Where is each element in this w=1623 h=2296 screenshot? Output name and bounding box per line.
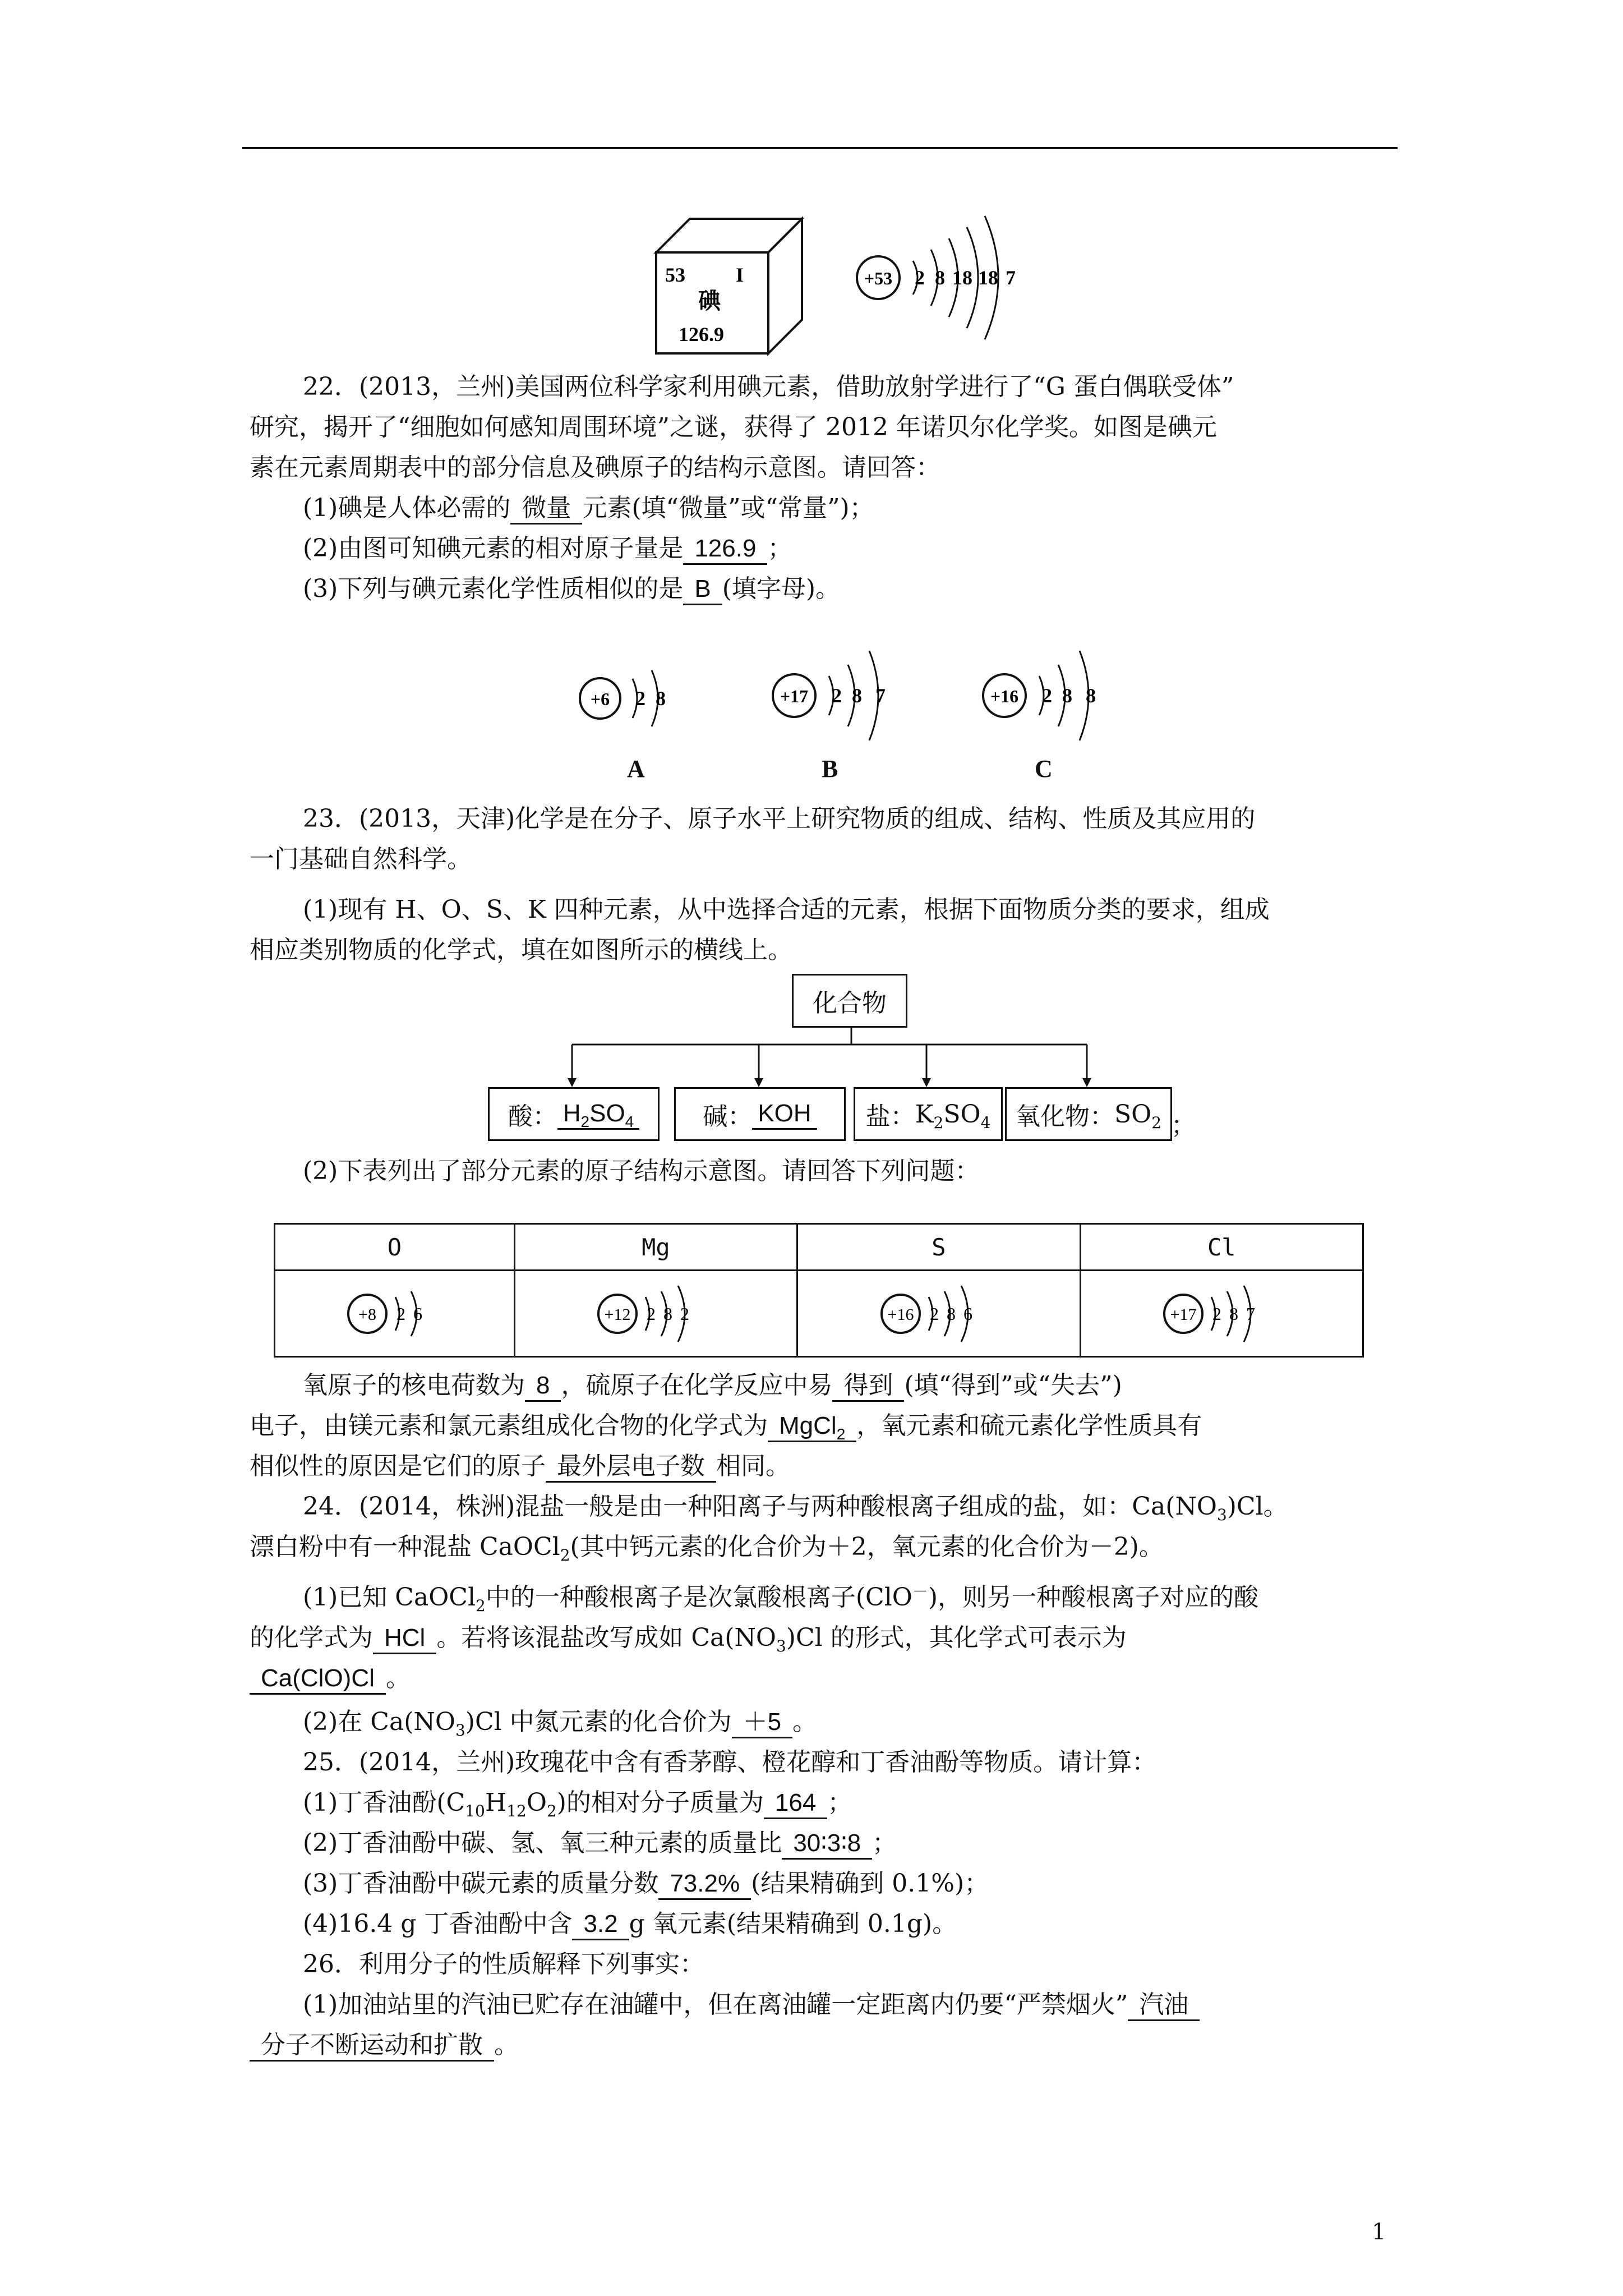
q25-part2: (2)丁香油酚中碳、氢、氧三种元素的质量比 30∶3∶8 ； bbox=[303, 1826, 897, 1860]
q25-stem: 25．(2014，兰州)玫瑰花中含有香茅醇、橙花醇和丁香油酚等物质。请计算： bbox=[303, 1748, 1157, 1777]
cube-symbol: I bbox=[736, 264, 744, 286]
svg-text:+16: +16 bbox=[887, 1305, 914, 1324]
q25-part3: (3)丁香油酚中碳元素的质量分数 73.2% (结果精确到 0.1%)； bbox=[303, 1867, 989, 1901]
svg-text:+6: +6 bbox=[590, 689, 610, 709]
ca-clo-cl-answer: Ca(ClO)Cl bbox=[250, 1664, 386, 1695]
svg-text:8: 8 bbox=[852, 684, 862, 707]
table-header-cl: Cl bbox=[1080, 1224, 1363, 1271]
gasoline-answer-part1: 汽油 bbox=[1128, 1990, 1200, 2021]
svg-text:2: 2 bbox=[635, 687, 645, 710]
hcl-answer: HCl bbox=[373, 1623, 436, 1654]
element-structure-table bbox=[274, 1223, 1364, 1358]
svg-text:8: 8 bbox=[1086, 684, 1096, 707]
table-header-o: O bbox=[275, 1224, 515, 1271]
svg-text:2: 2 bbox=[832, 684, 842, 707]
q23-stem-line1: 23．(2013，天津)化学是在分子、原子水平上研究物质的组成、结构、性质及其应用的 bbox=[303, 804, 1256, 833]
svg-text:7: 7 bbox=[875, 684, 886, 707]
svg-text:+16: +16 bbox=[990, 686, 1019, 706]
q22-answer-2: 126.9 bbox=[683, 534, 767, 565]
q22-answer-3: B bbox=[683, 574, 722, 605]
option-c-label: C bbox=[1035, 755, 1053, 783]
svg-text:6: 6 bbox=[413, 1303, 423, 1324]
svg-text:2: 2 bbox=[915, 266, 925, 289]
q22-part1: (1)碘是人体必需的 微量 元素(填“微量”或“常量”)； bbox=[303, 491, 874, 525]
svg-text:+17: +17 bbox=[780, 686, 809, 706]
q26-part1-line2: 分子不断运动和扩散 。 bbox=[250, 2028, 519, 2062]
option-b-label: B bbox=[822, 755, 838, 783]
oxygen-charge-answer: 8 bbox=[525, 1371, 561, 1402]
svg-text:2: 2 bbox=[396, 1303, 406, 1324]
tree-box-base: 碱： KOH bbox=[674, 1087, 846, 1141]
q23-part2: (2)下表列出了部分元素的原子结构示意图。请回答下列问题： bbox=[303, 1157, 980, 1185]
q25-part4: (4)16.4 g 丁香油酚中含 3.2 g 氧元素(结果精确到 0.1g)。 bbox=[303, 1907, 957, 1941]
svg-text:7: 7 bbox=[1246, 1303, 1256, 1324]
q22-stem-line2: 研究，揭开了“细胞如何感知周围环境”之谜，获得了 2012 年诺贝尔化学奖。如图是碘元 bbox=[250, 413, 1217, 441]
oxygen-atom-diagram bbox=[333, 1277, 456, 1350]
tree-end-punct: ； bbox=[1171, 1111, 1196, 1140]
q23-answer-line3: 相似性的原因是它们的原子 最外层电子数 相同。 bbox=[250, 1450, 790, 1483]
molar-mass-answer: 164 bbox=[764, 1788, 827, 1819]
q24-line1: 24．(2014，株洲)混盐一般是由一种阳离子与两种酸根离子组成的盐，如：$Ca(NO_3)Cl$。 bbox=[303, 1492, 1288, 1524]
tree-box-salt: 盐： $K_2SO_4$ bbox=[854, 1087, 1003, 1141]
q23-answer-line2: 电子，由镁元素和氯元素组成化合物的化学式为 MgCl$_2$ ，氧元素和硫元素化学性质具有 bbox=[250, 1411, 1202, 1443]
table-cell-o-diagram bbox=[275, 1271, 515, 1357]
q24-line5: Ca(ClO)Cl 。 bbox=[250, 1662, 411, 1695]
q23-stem-line2: 一门基础自然科学。 bbox=[250, 845, 472, 873]
q23-part1-line1: (1)现有 H、O、S、K 四种元素，从中选择合适的元素，根据下面物质分类的要求，组成 bbox=[303, 895, 1270, 924]
cube-name: 碘 bbox=[698, 288, 721, 314]
q22-stem-line1: 22．(2013，兰州)美国两位科学家利用碘元素，借助放射学进行了“G 蛋白偶联受体” bbox=[303, 372, 1234, 401]
q26-part1-line1: (1)加油站里的汽油已贮存在油罐中，但在离油罐一定距离内仍要“严禁烟火” 汽油 bbox=[303, 1988, 1200, 2022]
svg-text:2: 2 bbox=[1042, 684, 1052, 707]
svg-text:+8: +8 bbox=[358, 1305, 377, 1324]
tree-box-oxide: 氧化物： $SO_2$ bbox=[1005, 1087, 1172, 1141]
q25-part1: (1)丁香油酚$(C_{10}H_{12}O_2)$的相对分子质量为 164 ； bbox=[303, 1788, 852, 1820]
sulfur-electron-answer: 得到 bbox=[832, 1371, 904, 1402]
svg-text:18: 18 bbox=[978, 266, 998, 289]
svg-text:18: 18 bbox=[952, 266, 972, 289]
svg-text:+53: +53 bbox=[864, 268, 893, 288]
svg-text:2: 2 bbox=[680, 1303, 690, 1324]
outer-electrons-answer: 最外层电子数 bbox=[546, 1452, 716, 1483]
q23-part1-line2: 相应类别物质的化学式，填在如图所示的横线上。 bbox=[250, 936, 792, 964]
svg-text:8: 8 bbox=[946, 1303, 956, 1324]
oxide-answer: $SO_2$ bbox=[1114, 1099, 1162, 1132]
svg-text:6: 6 bbox=[963, 1303, 972, 1324]
cube-number: 53 bbox=[665, 264, 685, 286]
svg-text:2: 2 bbox=[647, 1303, 656, 1324]
table-cell-s-diagram bbox=[797, 1271, 1080, 1357]
chlorine-atom-diagram bbox=[1149, 1277, 1294, 1350]
svg-text:8: 8 bbox=[1062, 684, 1072, 707]
q24-line3: (1)已知 CaOCl$_2$中的一种酸根离子是次氯酸根离子(ClO－)，则另一种酸根离子对应的酸 bbox=[303, 1582, 1259, 1615]
q26-stem: 26．利用分子的性质解释下列事实： bbox=[303, 1950, 704, 1978]
magnesium-atom-diagram bbox=[583, 1277, 728, 1350]
q23-answer-line1: 氧原子的核电荷数为 8 ，硫原子在化学反应中易 得到 (填“得到”或“失去”) bbox=[303, 1369, 1122, 1402]
svg-text:2: 2 bbox=[1212, 1303, 1222, 1324]
table-cell-mg-diagram bbox=[514, 1271, 797, 1357]
svg-text:8: 8 bbox=[656, 687, 666, 710]
q24-line4: 的化学式为 HCl 。若将该混盐改写成如 $Ca(NO_3)Cl$ 的形式，其化学式可表示为 bbox=[250, 1623, 1127, 1655]
acid-answer: $H_2SO_4$ bbox=[557, 1099, 640, 1130]
cube-mass: 126.9 bbox=[679, 323, 724, 346]
svg-text:8: 8 bbox=[1229, 1303, 1239, 1324]
q24-line6: (2)在 $Ca(NO_3)Cl$ 中氮元素的化合价为 ＋5 。 bbox=[303, 1708, 818, 1740]
mass-ratio-answer: 30∶3∶8 bbox=[782, 1829, 872, 1860]
svg-text:8: 8 bbox=[663, 1303, 673, 1324]
classification-tree-connectors bbox=[0, 0, 1623, 1122]
table-cell-cl-diagram bbox=[1080, 1271, 1363, 1357]
carbon-fraction-answer: 73.2% bbox=[658, 1869, 751, 1900]
svg-text:7: 7 bbox=[1006, 266, 1016, 289]
q22-answer-1: 微量 bbox=[510, 494, 582, 524]
svg-text:8: 8 bbox=[935, 266, 945, 289]
tree-box-acid: 酸： $H_2SO_4$ bbox=[488, 1087, 660, 1141]
q22-part2: (2)由图可知碘元素的相对原子量是 126.9 ； bbox=[303, 532, 792, 565]
tree-root-compound: 化合物 bbox=[792, 974, 907, 1028]
q22-part3: (3)下列与碘元素化学性质相似的是 B (填字母)。 bbox=[303, 572, 840, 606]
table-header-s: S bbox=[797, 1224, 1080, 1271]
option-a-label: A bbox=[627, 755, 645, 783]
page-number: 1 bbox=[1372, 2219, 1386, 2245]
sulfur-atom-diagram bbox=[866, 1277, 1012, 1350]
salt-answer: $K_2SO_4$ bbox=[915, 1099, 991, 1132]
q24-line2: 漂白粉中有一种混盐 CaOCl$_2$(其中钙元素的化合价为＋2，氧元素的化合价为－2)。 bbox=[250, 1533, 1164, 1565]
svg-text:+17: +17 bbox=[1170, 1305, 1197, 1324]
svg-text:2: 2 bbox=[929, 1303, 939, 1324]
oxygen-mass-answer: 3.2 bbox=[572, 1910, 629, 1940]
nitrogen-valence-answer: ＋5 bbox=[732, 1708, 792, 1738]
q22-stem-line3: 素在元素周期表中的部分信息及碘原子的结构示意图。请回答： bbox=[250, 453, 940, 482]
base-answer: KOH bbox=[752, 1099, 817, 1130]
svg-text:+12: +12 bbox=[604, 1305, 631, 1324]
gasoline-answer-part2: 分子不断运动和扩散 bbox=[250, 2031, 494, 2062]
table-header-mg: Mg bbox=[514, 1224, 797, 1271]
mgcl2-answer: MgCl$_2$ bbox=[768, 1411, 856, 1442]
